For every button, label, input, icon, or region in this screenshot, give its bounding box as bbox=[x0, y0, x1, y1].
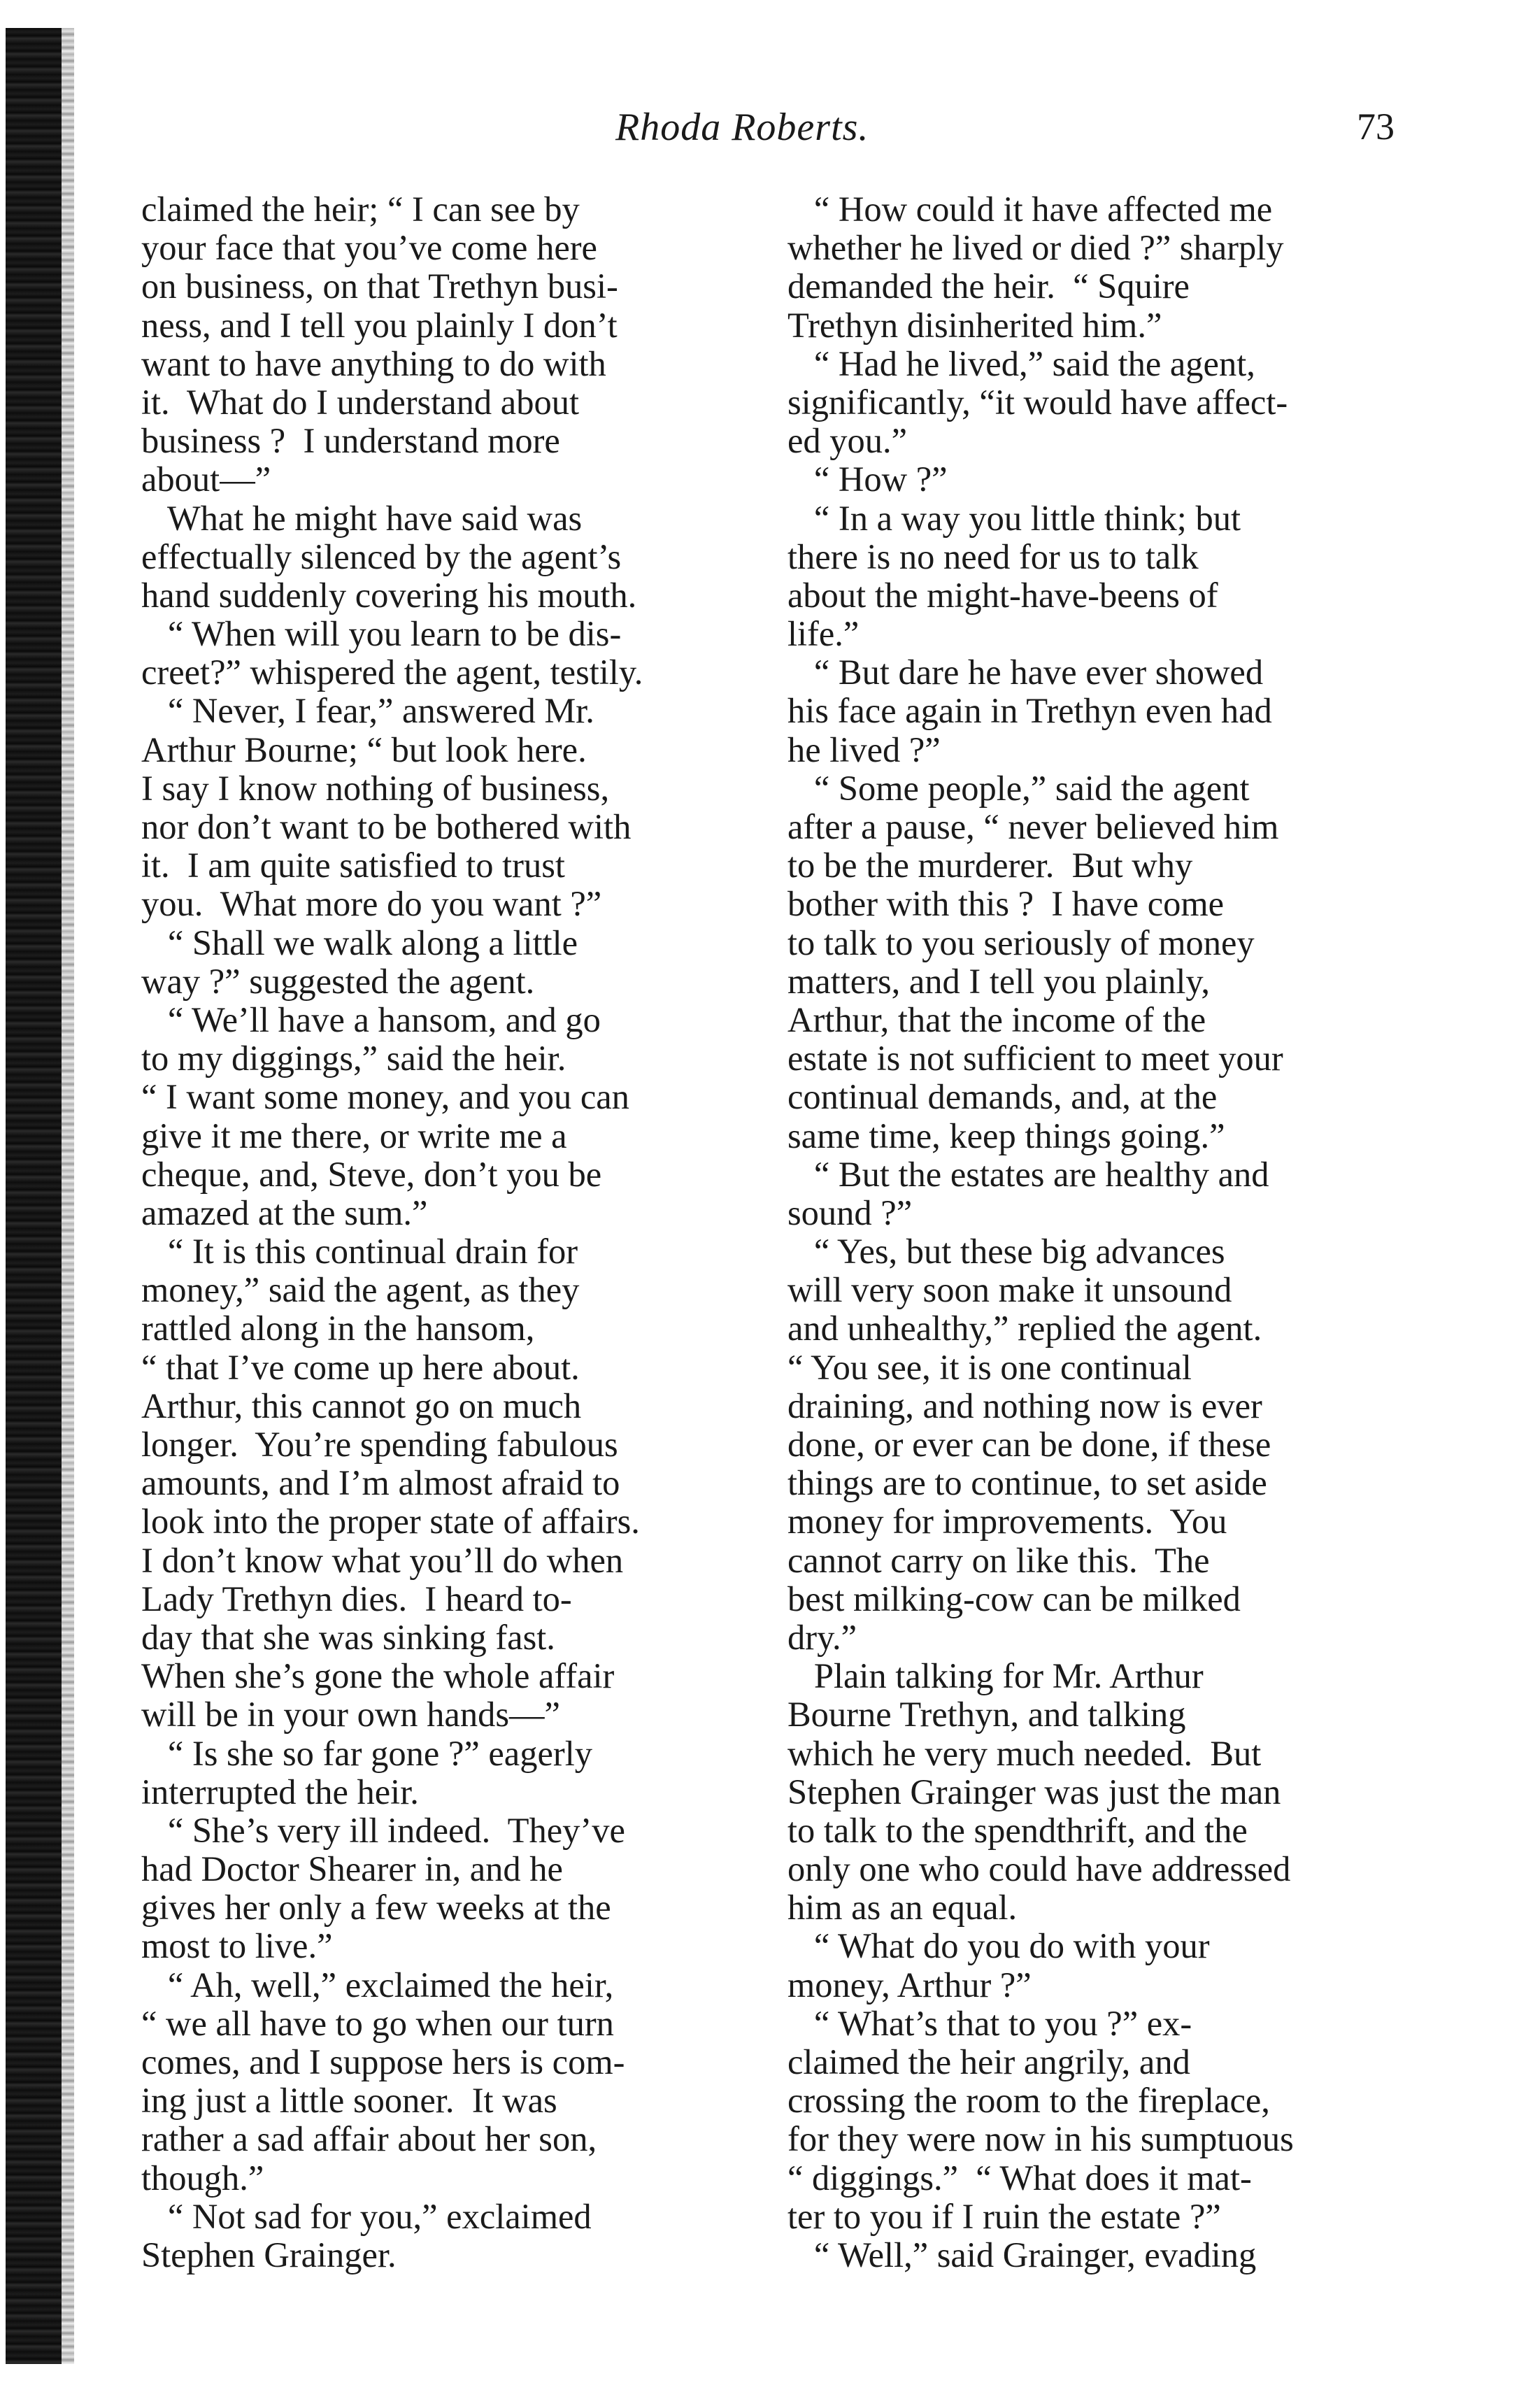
text-line: money, Arthur ?” bbox=[787, 1965, 1032, 2005]
text-line: about the might-have-beens of bbox=[787, 575, 1218, 615]
text-line: effectually silenced by the agent’s bbox=[141, 536, 622, 576]
text-line: hand suddenly covering his mouth. bbox=[141, 575, 637, 615]
text-line: claimed the heir; “ I can see by bbox=[141, 190, 580, 229]
text-line: estate is not sufficient to meet your bbox=[787, 1039, 1283, 1078]
text-line: dry.” bbox=[787, 1617, 857, 1657]
text-line: business ? I understand more bbox=[141, 421, 560, 461]
text-line: want to have anything to do with bbox=[141, 343, 606, 383]
text-line: nor don’t want to be bothered with bbox=[141, 807, 632, 846]
text-line: interrupted the heir. bbox=[141, 1772, 419, 1811]
text-line: “ How could it have affected me bbox=[787, 190, 1273, 229]
text-line: “ Is she so far gone ?” eagerly bbox=[141, 1733, 592, 1773]
text-line: “ How ?” bbox=[787, 460, 948, 499]
text-line: “ What’s that to you ?” ex- bbox=[787, 2003, 1192, 2043]
text-line: will be in your own hands—” bbox=[141, 1695, 560, 1735]
text-line: him as an equal. bbox=[787, 1888, 1018, 1928]
text-line: “ We’ll have a hansom, and go bbox=[141, 999, 601, 1039]
text-line: “ Had he lived,” said the agent, bbox=[787, 343, 1255, 383]
text-line: “ Yes, but these big advances bbox=[787, 1232, 1225, 1272]
text-line: money for improvements. You bbox=[787, 1502, 1227, 1542]
text-line: claimed the heir angrily, and bbox=[787, 2042, 1190, 2081]
text-line: he lived ?” bbox=[787, 729, 941, 769]
text-line: Arthur, this cannot go on much bbox=[141, 1386, 582, 1425]
text-line: Stephen Grainger was just the man bbox=[787, 1772, 1281, 1811]
book-spine-shadow bbox=[6, 28, 62, 2364]
text-line: “ diggings.” “ What does it mat- bbox=[787, 2158, 1252, 2198]
text-line: “ we all have to go when our turn bbox=[141, 2003, 614, 2043]
text-line: longer. You’re spending fabulous bbox=[141, 1425, 618, 1464]
text-line: to my diggings,” said the heir. bbox=[141, 1039, 566, 1078]
book-gutter-edge bbox=[62, 28, 74, 2364]
text-line: best milking-cow can be milked bbox=[787, 1579, 1241, 1618]
text-line: “ You see, it is one continual bbox=[787, 1347, 1192, 1387]
text-line: Arthur, that the income of the bbox=[787, 999, 1206, 1039]
text-line: “ But the estates are healthy and bbox=[787, 1154, 1269, 1194]
text-line: day that she was sinking fast. bbox=[141, 1617, 555, 1657]
text-line: Lady Trethyn dies. I heard to- bbox=[141, 1579, 572, 1618]
text-line: most to live.” bbox=[141, 1926, 333, 1966]
text-line: after a pause, “ never believed him bbox=[787, 807, 1279, 846]
text-line: rattled along in the hansom, bbox=[141, 1309, 535, 1348]
text-line: ing just a little sooner. It was bbox=[141, 2081, 557, 2121]
text-line: will very soon make it unsound bbox=[787, 1270, 1232, 1310]
text-line: to be the murderer. But why bbox=[787, 846, 1193, 885]
text-line: “ She’s very ill indeed. They’ve bbox=[141, 1810, 625, 1850]
text-line: What he might have said was bbox=[141, 498, 583, 538]
text-line: about—” bbox=[141, 460, 271, 499]
text-line: though.” bbox=[141, 2158, 264, 2198]
text-line: for they were now in his sumptuous bbox=[787, 2119, 1294, 2159]
text-line: crossing the room to the fireplace, bbox=[787, 2081, 1270, 2121]
text-column-right bbox=[787, 190, 1388, 2274]
text-line: done, or ever can be done, if these bbox=[787, 1425, 1271, 1464]
text-line: cheque, and, Steve, don’t you be bbox=[141, 1154, 602, 1194]
text-line: it. What do I understand about bbox=[141, 382, 579, 422]
running-title: Rhoda Roberts. bbox=[615, 106, 869, 149]
text-line: “ It is this continual drain for bbox=[141, 1232, 578, 1272]
text-line: demanded the heir. “ Squire bbox=[787, 266, 1190, 306]
text-line: things are to continue, to set aside bbox=[787, 1463, 1267, 1503]
text-line: it. I am quite satisfied to trust bbox=[141, 846, 565, 885]
text-line: there is no need for us to talk bbox=[787, 536, 1199, 576]
running-head bbox=[0, 105, 1540, 161]
text-line: “ I want some money, and you can bbox=[141, 1077, 629, 1117]
text-line: on business, on that Trethyn busi- bbox=[141, 266, 618, 306]
text-line: “ Shall we walk along a little bbox=[141, 923, 578, 962]
text-line: you. What more do you want ?” bbox=[141, 884, 602, 924]
text-line: “ Ah, well,” exclaimed the heir, bbox=[141, 1965, 614, 2005]
text-line: ter to you if I ruin the estate ?” bbox=[787, 2196, 1221, 2236]
text-line: “ Not sad for you,” exclaimed bbox=[141, 2196, 592, 2236]
text-line: I say I know nothing of business, bbox=[141, 768, 610, 808]
text-line: had Doctor Shearer in, and he bbox=[141, 1849, 563, 1889]
text-line: whether he lived or died ?” sharply bbox=[787, 228, 1284, 268]
text-line: matters, and I tell you plainly, bbox=[787, 961, 1210, 1001]
text-line: which he very much needed. But bbox=[787, 1733, 1262, 1773]
text-line: ness, and I tell you plainly I don’t bbox=[141, 305, 618, 345]
text-line: amounts, and I’m almost afraid to bbox=[141, 1463, 620, 1503]
text-line: draining, and nothing now is ever bbox=[787, 1386, 1262, 1425]
text-line: amazed at the sum.” bbox=[141, 1192, 428, 1232]
text-line: “ that I’ve come up here about. bbox=[141, 1347, 580, 1387]
text-line: When she’s gone the whole affair bbox=[141, 1656, 615, 1696]
text-line: ed you.” bbox=[787, 421, 908, 461]
text-line: and unhealthy,” replied the agent. bbox=[787, 1309, 1262, 1348]
text-line: Trethyn disinherited him.” bbox=[787, 305, 1162, 345]
text-line: cannot carry on like this. The bbox=[787, 1540, 1210, 1580]
text-line: same time, keep things going.” bbox=[787, 1116, 1225, 1155]
text-line: Stephen Grainger. bbox=[141, 2235, 397, 2274]
text-line: gives her only a few weeks at the bbox=[141, 1888, 611, 1928]
text-line: money,” said the agent, as they bbox=[141, 1270, 580, 1310]
text-line: “ What do you do with your bbox=[787, 1926, 1210, 1966]
text-line: “ Never, I fear,” answered Mr. bbox=[141, 691, 594, 731]
text-line: “ Some people,” said the agent bbox=[787, 768, 1250, 808]
text-line: Arthur Bourne; “ but look here. bbox=[141, 729, 587, 769]
text-line: rather a sad affair about her son, bbox=[141, 2119, 597, 2159]
text-line: his face again in Trethyn even had bbox=[787, 691, 1272, 731]
text-line: “ In a way you little think; but bbox=[787, 498, 1241, 538]
text-line: comes, and I suppose hers is com- bbox=[141, 2042, 625, 2081]
text-line: give it me there, or write me a bbox=[141, 1116, 567, 1155]
text-line: life.” bbox=[787, 614, 860, 654]
text-line: continual demands, and, at the bbox=[787, 1077, 1218, 1117]
text-line: to talk to you seriously of money bbox=[787, 923, 1255, 962]
text-line: sound ?” bbox=[787, 1192, 913, 1232]
text-column-left bbox=[141, 190, 740, 2274]
text-line: your face that you’ve come here bbox=[141, 228, 597, 268]
text-line: significantly, “it would have affect- bbox=[787, 382, 1288, 422]
text-line: “ Well,” said Grainger, evading bbox=[787, 2235, 1257, 2274]
text-line: look into the proper state of affairs. bbox=[141, 1502, 640, 1542]
text-line: I don’t know what you’ll do when bbox=[141, 1540, 624, 1580]
text-line: Plain talking for Mr. Arthur bbox=[787, 1656, 1204, 1696]
text-line: creet?” whispered the agent, testily. bbox=[141, 653, 643, 692]
text-line: “ But dare he have ever showed bbox=[787, 653, 1264, 692]
text-line: “ When will you learn to be dis- bbox=[141, 614, 622, 654]
text-line: bother with this ? I have come bbox=[787, 884, 1225, 924]
page-number: 73 bbox=[1357, 106, 1395, 148]
text-line: Bourne Trethyn, and talking bbox=[787, 1695, 1186, 1735]
text-line: only one who could have addressed bbox=[787, 1849, 1291, 1889]
text-line: way ?” suggested the agent. bbox=[141, 961, 535, 1001]
text-line: to talk to the spendthrift, and the bbox=[787, 1810, 1248, 1850]
